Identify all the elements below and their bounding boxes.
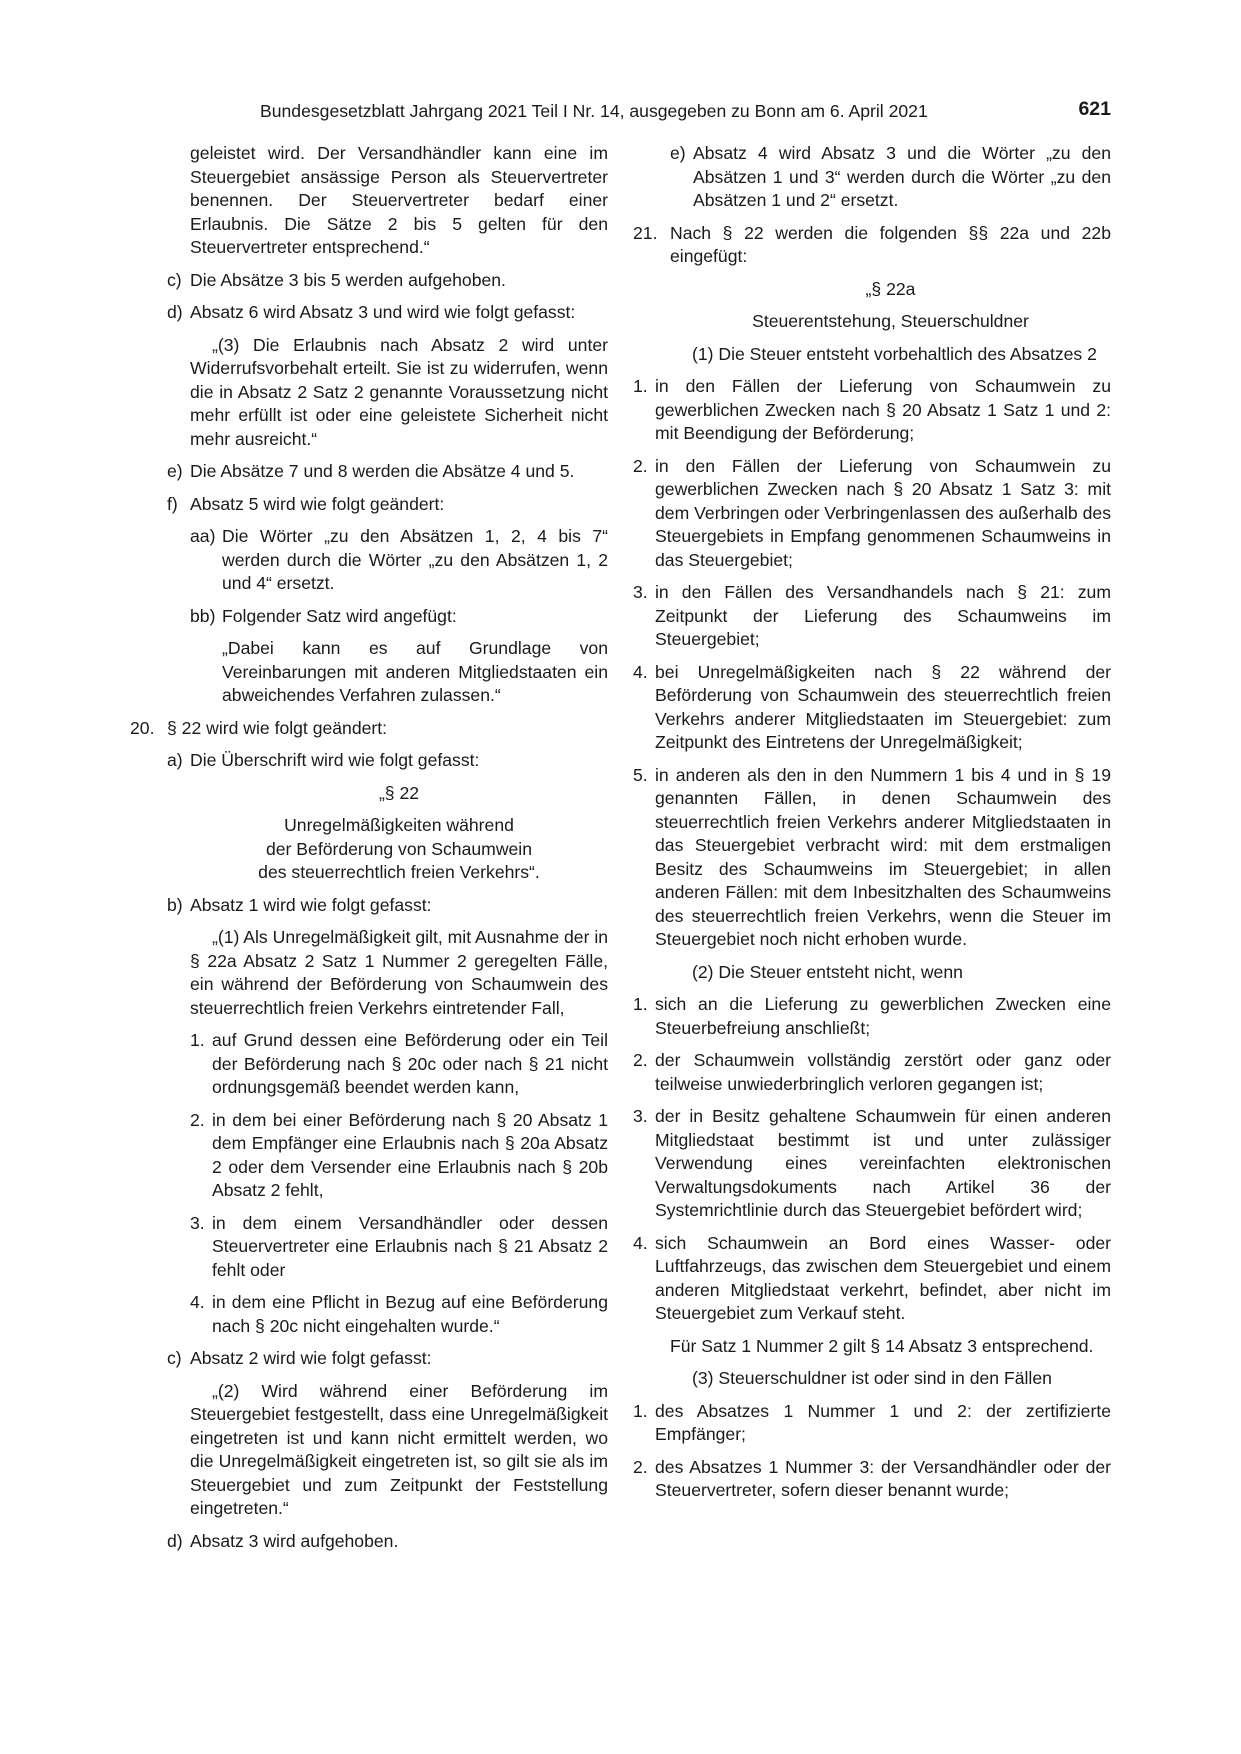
list-item-number: 1. xyxy=(633,1400,648,1421)
list-item-text: sich Schaumwein an Bord eines Wasser- oder Luftfahrzeugs, das zwischen dem Steuergebiet und einem anderen Mitgliedstaat verkehrt, befindet, aber nicht im Steuergebiet zum Verkauf steht. xyxy=(655,1232,1111,1323)
list-item-text: in dem einem Versandhändler oder dessen Steuervertreter eine Erlaubnis nach § 21 Absatz 2 fehlt oder xyxy=(212,1212,608,1280)
quote-20-b: „(1) Als Unregelmäßigkeit gilt, mit Ausnahme der in § 22a Absatz 2 Satz 1 Nummer 2 geregelten Fälle, ein während der Beförderung von Schaumwein des steuerrechtlich freien Verkehrs eintretender Fall, xyxy=(190,927,609,1018)
list-item-text: in den Fällen der Lieferung von Schaumwein zu gewerblichen Zwecken nach § 20 Absatz 1 Satz 3: mit dem Verbringen oder Verbringenlassen des außerhalb des Steuergebiets in Empfang genommenen Schaumweins in das Steuergebiet; xyxy=(655,455,1111,570)
item-20-d: d) Absatz 3 wird aufgehoben. xyxy=(167,1530,399,1551)
list-item-text: bei Unregelmäßigkeiten nach § 22 während der Beförderung von Schaumwein des steuerrechtlich freien Verkehrs anderer Mitgliedstaaten im Steuergebiet: zum Zeitpunkt des Eintretens der Unregelmäßigkeit; xyxy=(655,661,1111,752)
item-20: 20. § 22 wird wie folgt geändert: xyxy=(130,717,388,738)
list-item xyxy=(633,993,1111,1040)
list-item-number: 1. xyxy=(633,376,648,396)
section-22a-heading: „§ 22a xyxy=(865,278,916,299)
list-item-number: 4. xyxy=(633,1232,648,1253)
item-aa: aa) Die Wörter „zu den Absätzen 1, 2, 4 bis 7“ werden durch die Wörter „zu den Absätzen 1, 2 und 4“ ersetzt. xyxy=(190,526,608,593)
list-item-text: in dem eine Pflicht in Bezug auf eine Beförderung nach § 20c nicht eingehalten wurde.“ xyxy=(212,1292,608,1336)
right-column xyxy=(633,142,1111,1512)
left-column xyxy=(130,142,608,1562)
quote-bb: „Dabei kann es auf Grundlage von Vereinbarungen mit anderen Mitgliedstaaten ein abweichendes Verfahren zulassen.“ xyxy=(222,638,608,705)
list-item xyxy=(633,661,1111,755)
item-20-b: b) Absatz 1 wird wie folgt gefasst: xyxy=(167,894,432,915)
list-item-number: 3. xyxy=(633,1106,648,1126)
paragraph-1: (1) Die Steuer entsteht vorbehaltlich des Absatzes 2 xyxy=(692,343,1097,364)
page-number: 621 xyxy=(1078,98,1111,120)
list-item-text: in anderen als den in den Nummern 1 bis 4 und in § 19 genannten Fällen, in denen Schaumwein des steuerrechtlich freien Verkehrs anderer Mitgliedstaaten in das Steuergebiet verbracht wird: mit dem erstmaligen Besitz des Schaumweins im Steuergebiet; in allen anderen Fällen: mit dem Inbesitzhalten des Schaumweins des steuerrechtlich freien Verkehrs, wenn die Steuer im Steuergebiet noch nicht erhoben wurde. xyxy=(655,764,1111,949)
list-item-text: der Schaumwein vollständig zerstört oder ganz oder teilweise unwiederbringlich verloren gegangen ist; xyxy=(655,1050,1111,1094)
paragraph-1-list xyxy=(633,375,1111,952)
item-d: d) Absatz 6 wird Absatz 3 und wird wie folgt gefasst: xyxy=(167,302,576,322)
list-item-text: in den Fällen des Versandhandels nach § 21: zum Zeitpunkt der Lieferung des Schaumweins im Steuergebiet; xyxy=(655,582,1111,649)
item-c: c) Die Absätze 3 bis 5 werden aufgehoben. xyxy=(167,269,506,290)
list-item xyxy=(633,1049,1111,1096)
paragraph-2: (2) Die Steuer entsteht nicht, wenn xyxy=(692,961,963,982)
item-e: e) Die Absätze 7 und 8 werden die Absätze 4 und 5. xyxy=(167,461,575,481)
list-item-text: des Absatzes 1 Nummer 1 und 2: der zertifizierte Empfänger; xyxy=(655,1400,1111,1444)
list-item xyxy=(633,1232,1111,1326)
list-item xyxy=(633,455,1111,573)
item-e-right: e) Absatz 4 wird Absatz 3 und die Wörter „zu den Absätzen 1 und 3“ werden durch die Wörter „zu den Absätzen 1 und 2“ ersetzt. xyxy=(670,143,1111,210)
list-item-text: des Absatzes 1 Nummer 3: der Versandhändler oder der Steuervertreter, sofern dieser benannt wurde; xyxy=(655,1456,1111,1500)
list-item-number: 2. xyxy=(633,455,648,476)
item-f: f) Absatz 5 wird wie folgt geändert: xyxy=(167,493,445,514)
list-item xyxy=(633,1456,1111,1503)
list-item-number: 1. xyxy=(633,994,648,1014)
list-item-text: auf Grund dessen eine Beförderung oder ein Teil der Beförderung nach § 20c oder nach § 21 nicht ordnungsgemäß beendet werden kann, xyxy=(212,1030,608,1097)
section-22-heading: „§ 22 xyxy=(378,782,420,803)
list-item xyxy=(190,1029,608,1100)
item-20-a: a) Die Überschrift wird wie folgt gefasst: xyxy=(167,750,480,770)
list-item-number: 4. xyxy=(633,661,648,682)
list-item xyxy=(190,1212,608,1283)
paragraph-2-list xyxy=(633,993,1111,1326)
list-item xyxy=(633,1105,1111,1223)
section-22a-title: Steuerentstehung, Steuerschuldner xyxy=(752,311,1029,331)
list-item xyxy=(633,1400,1111,1447)
list-item xyxy=(190,1291,608,1338)
list-item-number: 2. xyxy=(633,1050,648,1070)
paragraph-3-list xyxy=(633,1400,1111,1503)
list-item-text: sich an die Lieferung zu gewerblichen Zwecken eine Steuerbefreiung anschließt; xyxy=(655,994,1111,1038)
list-item xyxy=(633,764,1111,952)
list-item-number: 5. xyxy=(633,764,648,785)
quote-d: „(3) Die Erlaubnis nach Absatz 2 wird unter Widerrufsvorbehalt erteilt. Sie ist zu widerrufen, wenn die in Absatz 2 Satz 2 genannte Voraussetzung nicht mehr erfüllt ist oder eine geleistete Sicherheit nicht mehr ausreicht.“ xyxy=(190,334,608,449)
list-item xyxy=(633,375,1111,446)
quote-20-b-list xyxy=(130,1029,608,1338)
page-header xyxy=(130,98,1111,126)
section-22-title: Unregelmäßigkeiten während der Beförderung von Schaumwein des steuerrechtlich freien Verkehrs“. xyxy=(258,815,540,882)
list-item xyxy=(633,581,1111,652)
list-item-number: 1. xyxy=(190,1030,205,1050)
list-item-number: 4. xyxy=(190,1292,205,1312)
item-21: 21. Nach § 22 werden die folgenden §§ 22a und 22b eingefügt: xyxy=(633,222,1111,266)
paragraph-3: (3) Steuerschuldner ist oder sind in den Fällen xyxy=(692,1368,1052,1388)
list-item-number: 2. xyxy=(190,1109,205,1130)
publication-title: Bundesgesetzblatt Jahrgang 2021 Teil I Nr. 14, ausgegeben zu Bonn am 6. April 2021 xyxy=(260,101,928,121)
list-item-number: 3. xyxy=(190,1212,205,1233)
list-item-text: der in Besitz gehaltene Schaumwein für einen anderen Mitgliedstaat bestimmt ist und unter zulässiger Verwendung eines vereinfachten elektronischen Verwaltungsdokuments nach Artikel 36 der Systemrichtlinie durch das Steuergebiet befördert wird; xyxy=(655,1106,1111,1220)
continued-paragraph: geleistet wird. Der Versandhändler kann eine im Steuergebiet ansässige Person als Steuervertreter benennen. Der Steuervertreter bedarf einer Erlaubnis. Die Sätze 2 bis 5 gelten für den Steuervertreter entsprechend.“ xyxy=(190,143,608,257)
paragraph-2-tail: Für Satz 1 Nummer 2 gilt § 14 Absatz 3 entsprechend. xyxy=(670,1335,1094,1356)
list-item-number: 2. xyxy=(633,1456,648,1477)
list-item xyxy=(190,1109,608,1203)
quote-20-c: „(2) Wird während einer Beförderung im Steuergebiet festgestellt, dass eine Unregelmäßigkeit eingetreten ist und kann nicht ermittelt werden, wo die Unregelmäßigkeit eingetreten ist, so gilt sie als im Steuergebiet und zum Zeitpunkt der Feststellung eingetreten.“ xyxy=(190,1380,608,1518)
list-item-text: in dem bei einer Beförderung nach § 20 Absatz 1 dem Empfänger eine Erlaubnis nach § 20a Absatz 2 oder dem Versender eine Erlaubnis nach § 20b Absatz 2 fehlt, xyxy=(212,1109,608,1200)
list-item-text: in den Fällen der Lieferung von Schaumwein zu gewerblichen Zwecken nach § 20 Absatz 1 Satz 1 und 2: mit Beendigung der Beförderung; xyxy=(655,376,1111,443)
list-item-number: 3. xyxy=(633,582,648,602)
item-bb: bb) Folgender Satz wird angefügt: xyxy=(190,605,457,626)
item-20-c: c) Absatz 2 wird wie folgt gefasst: xyxy=(167,1348,432,1368)
